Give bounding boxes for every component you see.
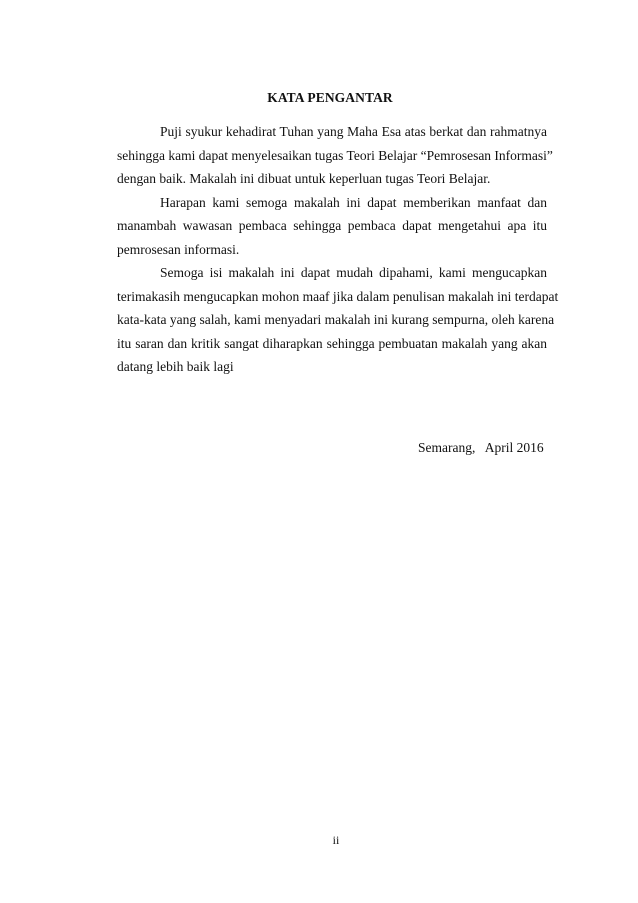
paragraph-line: kata-kata yang salah, kami menyadari makalah ini kurang sempurna, oleh karena — [117, 312, 555, 327]
page-number: ii — [332, 833, 340, 847]
page-title: KATA PENGANTAR — [267, 90, 393, 105]
paragraph-line: itu saran dan kritik sangat diharapkan sehingga pembuatan makalah yang akan — [117, 335, 547, 351]
paragraph-line: dengan baik. Makalah ini dibuat untuk keperluan tugas Teori Belajar. — [117, 171, 491, 186]
paragraph-line: Harapan kami semoga makalah ini dapat memberikan manfaat dan — [160, 194, 547, 210]
paragraph-line: Puji syukur kehadirat Tuhan yang Maha Esa atas berkat dan rahmatnya — [160, 124, 547, 139]
place-date-signature: Semarang, April 2016 — [418, 440, 544, 455]
paragraph-line: sehingga kami dapat menyelesaikan tugas Teori Belajar “Pemrosesan Informasi” — [117, 147, 553, 163]
paragraph-line: manambah wawasan pembaca sehingga pembaca dapat mengetahui apa itu — [117, 218, 547, 233]
paragraph-line: terimakasih mengucapkan mohon maaf jika dalam penulisan makalah ini terdapat — [117, 288, 559, 304]
paragraph-line: datang lebih baik lagi — [117, 359, 234, 374]
paragraph-line: pemrosesan informasi. — [117, 241, 240, 257]
body-text — [117, 120, 559, 379]
paragraph-line: Semoga isi makalah ini dapat mudah dipahami, kami mengucapkan — [160, 265, 547, 280]
